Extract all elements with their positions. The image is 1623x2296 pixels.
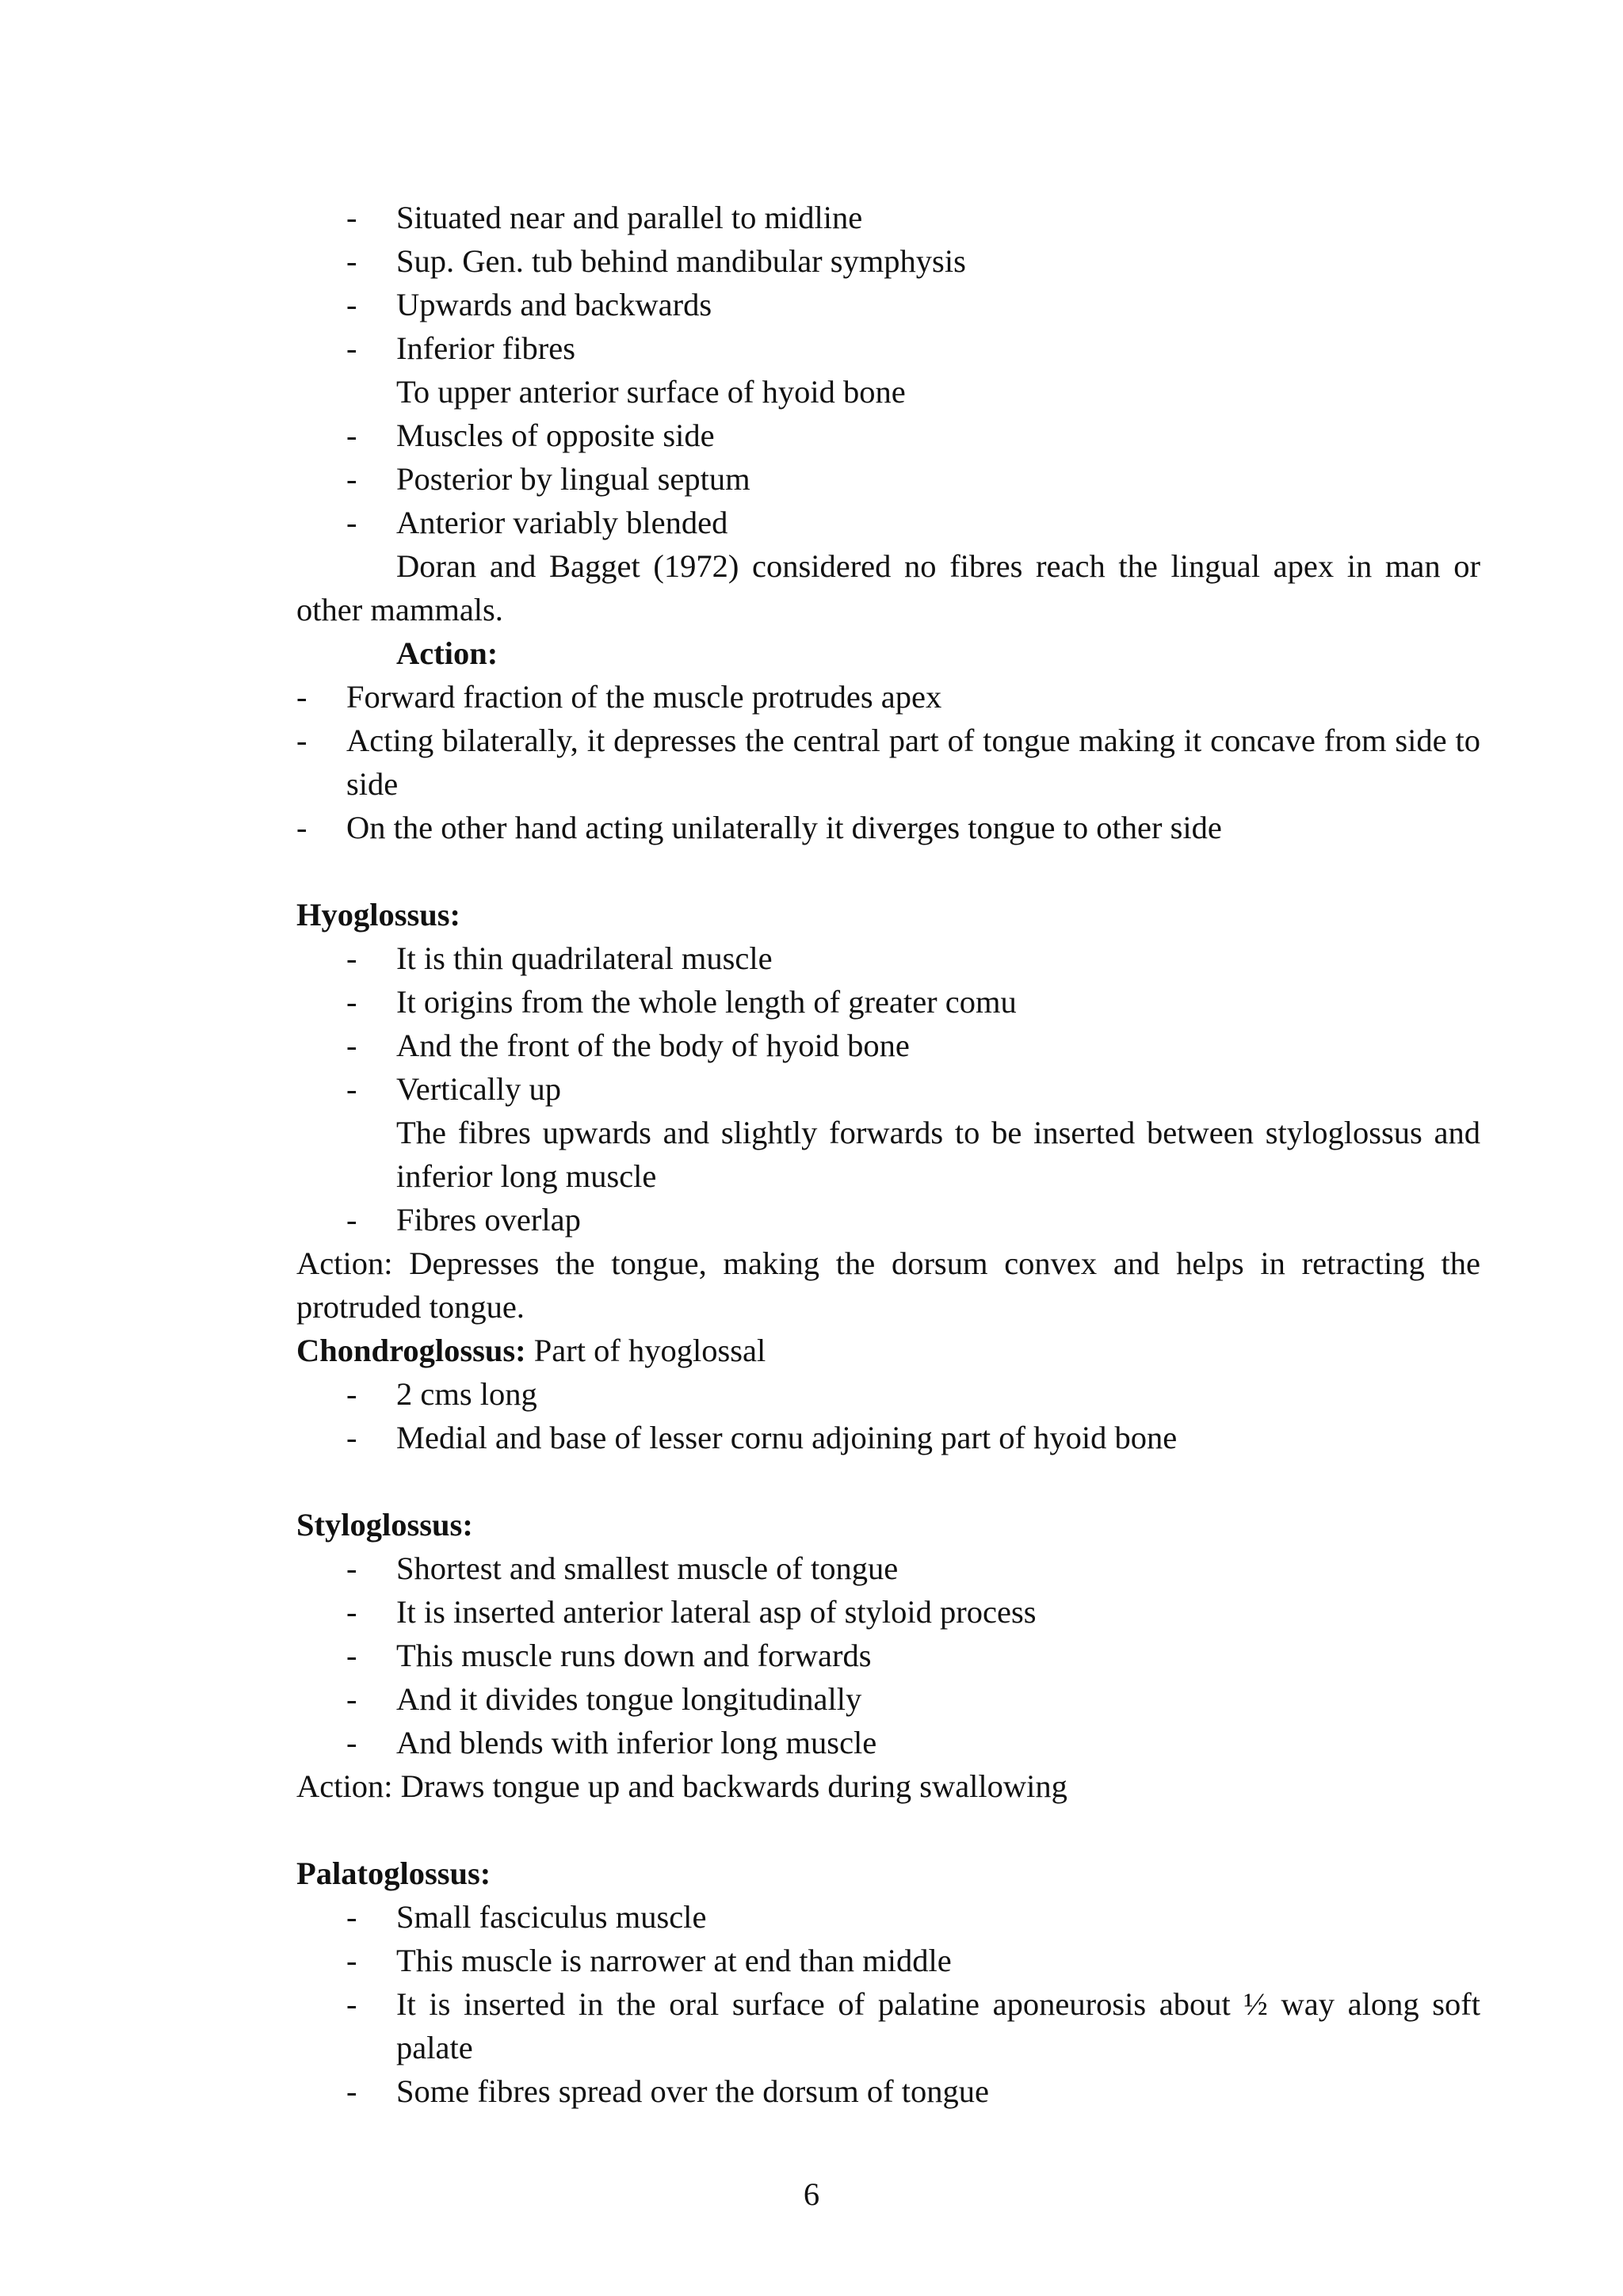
list-item [296, 1590, 1480, 1634]
list-item [296, 2069, 1480, 2113]
list-item-text: Acting bilaterally, it depresses the central part of tongue making it concave from side to side [346, 723, 1480, 802]
spacer [296, 1808, 1480, 1852]
list-item-text: On the other hand acting unilaterally it diverges tongue to other side [346, 810, 1222, 845]
list-item-text: This muscle runs down and forwards [396, 1638, 872, 1673]
list-item-text: And it divides tongue longitudinally [396, 1681, 862, 1717]
paragraph: Doran and Bagget (1972) considered no fibres reach the lingual apex in man or other mammals. [296, 548, 1480, 627]
list-item-text: This muscle is narrower at end than middle [396, 1943, 952, 1978]
list-item [296, 1198, 1480, 1241]
list-item [296, 936, 1480, 980]
section-heading-chondroglossus [296, 1329, 1480, 1372]
bullet-dash: - [346, 1638, 357, 1673]
bullet-dash: - [346, 1550, 357, 1586]
bullet-dash: - [346, 1725, 357, 1760]
list-item-text: It is inserted in the oral surface of palatine aponeurosis about ½ way along soft palate [396, 1986, 1480, 2065]
list-item-text: Some fibres spread over the dorsum of tongue [396, 2073, 989, 2109]
action-heading: Action: [396, 635, 498, 671]
section-heading-styloglossus: Styloglossus: [296, 1507, 473, 1543]
list-item-text: Upwards and backwards [396, 287, 712, 322]
list-item-text: Sup. Gen. tub behind mandibular symphysis [396, 243, 966, 279]
list-item [296, 806, 1480, 849]
list-item-text: Forward fraction of the muscle protrudes apex [346, 679, 942, 715]
list-item-text: Vertically up [396, 1071, 562, 1107]
bullet-dash: - [346, 200, 357, 235]
bullet-dash: - [346, 243, 357, 279]
bullet-dash: - [346, 461, 357, 497]
list-item-text: Anterior variably blended [396, 505, 728, 540]
heading-rest: Part of hyoglossal [525, 1333, 766, 1368]
list-item-text: And the front of the body of hyoid bone [396, 1028, 910, 1063]
bullet-dash: - [346, 940, 357, 976]
bullet-dash: - [346, 505, 357, 540]
list-item-text: 2 cms long [396, 1376, 537, 1412]
bullet-dash: - [296, 810, 307, 845]
list-item-text: Shortest and smallest muscle of tongue [396, 1550, 899, 1586]
list-item [296, 1895, 1480, 1939]
list-item [296, 501, 1480, 544]
list-item [296, 1634, 1480, 1677]
list-item [296, 980, 1480, 1024]
list-item [296, 1982, 1480, 2069]
bullet-dash: - [346, 2073, 357, 2109]
bullet-dash: - [346, 1986, 357, 2022]
list-item-text: It is thin quadrilateral muscle [396, 940, 773, 976]
bullet-dash: - [346, 1681, 357, 1717]
list-item-text: It origins from the whole length of greater comu [396, 984, 1017, 1020]
list-item-text: Posterior by lingual septum [396, 461, 750, 497]
list-item-text: Medial and base of lesser cornu adjoining part of hyoid bone [396, 1420, 1178, 1455]
heading-bold: Chondroglossus: [296, 1333, 526, 1368]
section-heading-palatoglossus: Palatoglossus: [296, 1855, 491, 1891]
list-item [296, 1721, 1480, 1764]
action-line: Action: Draws tongue up and backwards during swallowing [296, 1768, 1067, 1804]
section-heading-hyoglossus: Hyoglossus: [296, 897, 461, 933]
list-item [296, 1939, 1480, 1982]
list-item-text: And blends with inferior long muscle [396, 1725, 877, 1760]
bullet-dash: - [296, 679, 307, 715]
list-item [296, 1677, 1480, 1721]
list-item-text: It is inserted anterior lateral asp of styloid process [396, 1594, 1037, 1630]
list-item-text: Small fasciculus muscle [396, 1899, 707, 1935]
bullet-dash: - [346, 984, 357, 1020]
list-item-text: Muscles of opposite side [396, 418, 715, 453]
list-item [296, 414, 1480, 457]
list-item [296, 283, 1480, 326]
list-continuation: The fibres upwards and slightly forwards to be inserted between styloglossus and inferior long muscle [396, 1115, 1480, 1194]
list-item [296, 326, 1480, 370]
bullet-dash: - [346, 1899, 357, 1935]
list-item [296, 1547, 1480, 1590]
spacer [296, 1459, 1480, 1503]
bullet-dash: - [346, 418, 357, 453]
list-item [296, 1372, 1480, 1416]
bullet-dash: - [346, 287, 357, 322]
bullet-dash: - [346, 1028, 357, 1063]
page-number: 6 [803, 2176, 820, 2212]
list-item-text: Situated near and parallel to midline [396, 200, 863, 235]
list-item [296, 719, 1480, 806]
list-item [296, 239, 1480, 283]
bullet-dash: - [346, 330, 357, 366]
list-item-text: Fibres overlap [396, 1202, 581, 1238]
list-item [296, 196, 1480, 239]
bullet-dash: - [346, 1202, 357, 1238]
bullet-dash: - [346, 1071, 357, 1107]
list-item [296, 1416, 1480, 1459]
action-paragraph: Action: Depresses the tongue, making the dorsum convex and helps in retracting the protruded tongue. [296, 1245, 1480, 1325]
list-item [296, 1067, 1480, 1111]
list-item-text: Inferior fibres [396, 330, 576, 366]
bullet-dash: - [296, 723, 307, 758]
bullet-dash: - [346, 1376, 357, 1412]
list-item [296, 1024, 1480, 1067]
bullet-dash: - [346, 1420, 357, 1455]
page-content [296, 196, 1480, 2113]
list-continuation: To upper anterior surface of hyoid bone [396, 374, 906, 410]
list-item [296, 457, 1480, 501]
bullet-dash: - [346, 1943, 357, 1978]
list-item [296, 675, 1480, 719]
spacer [296, 849, 1480, 893]
bullet-dash: - [346, 1594, 357, 1630]
